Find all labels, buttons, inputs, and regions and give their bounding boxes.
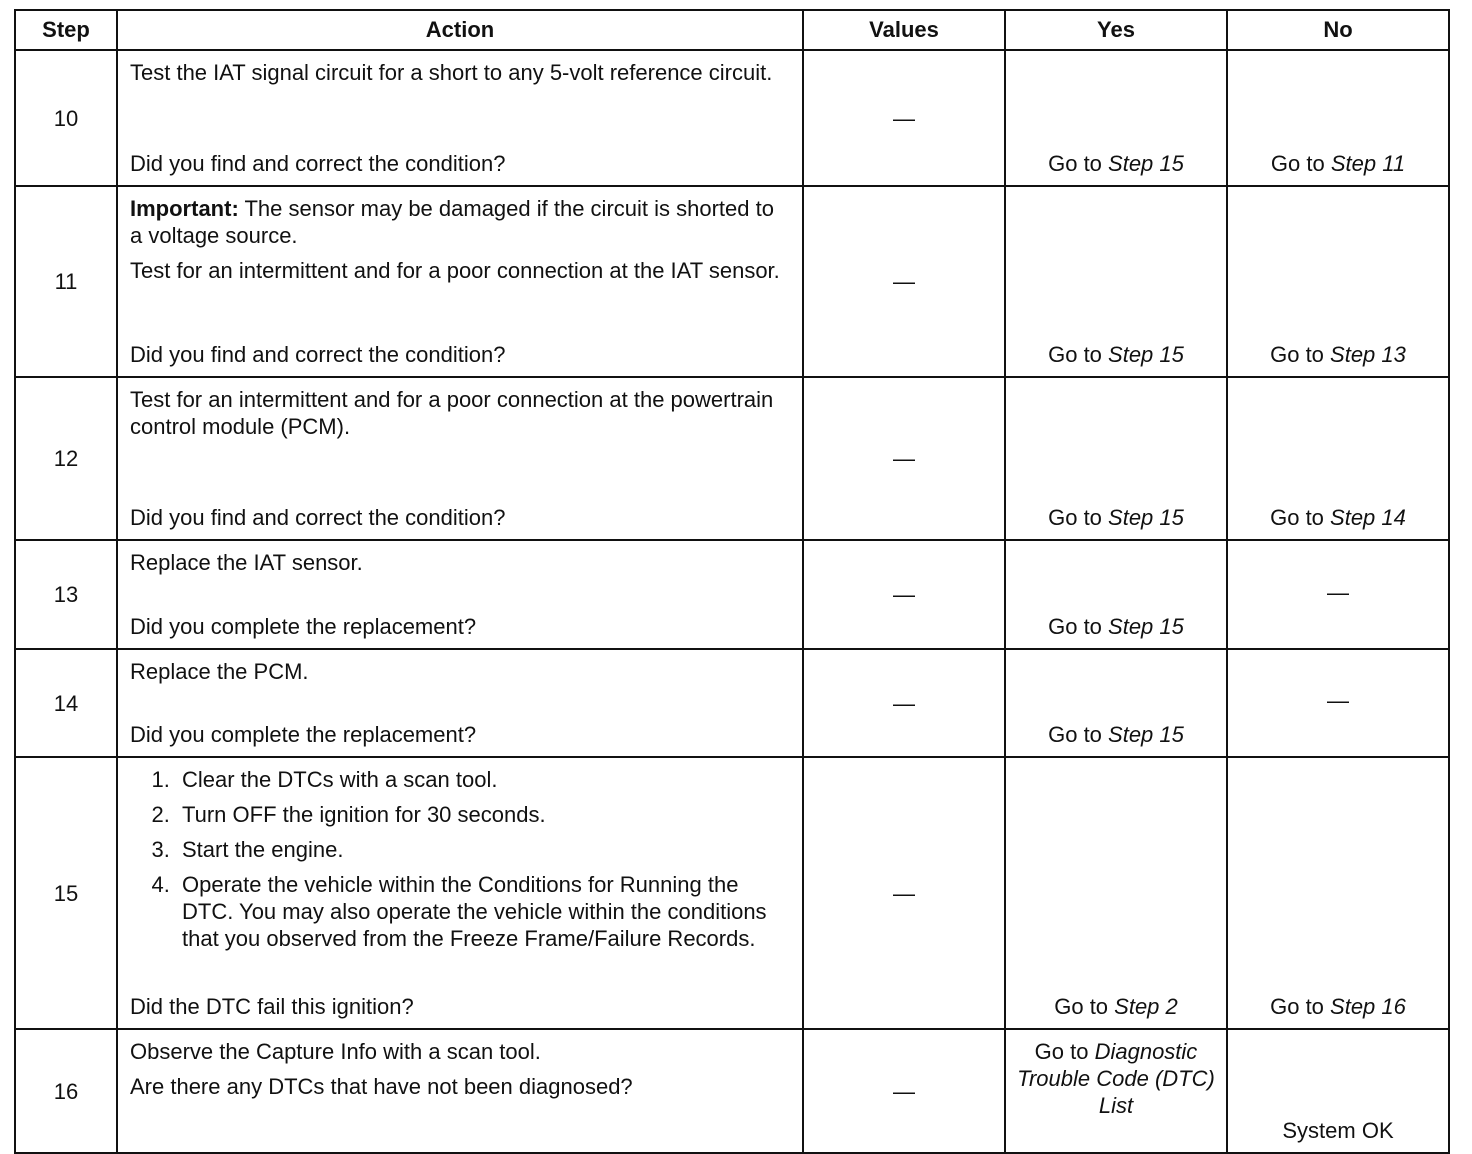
action-text: Test for an intermittent and for a poor connection at the IAT sensor. [130, 258, 780, 283]
yes-cell [1005, 757, 1227, 1029]
yes-goto[interactable]: Go to Step 15 [1048, 722, 1184, 747]
action-cell [117, 377, 803, 540]
values-cell: — [803, 377, 1005, 540]
yes-goto[interactable]: Go to Diagnostic Trouble Code (DTC) List [1017, 1039, 1215, 1118]
table-row [15, 1029, 1449, 1153]
yes-cell [1005, 540, 1227, 649]
list-item: 1. Clear the DTCs with a scan tool. [176, 766, 790, 793]
action-text: Replace the PCM. [130, 659, 309, 684]
action-question: Did you find and correct the condition? [130, 342, 506, 367]
action-question: Did the DTC fail this ignition? [130, 994, 414, 1019]
yes-goto[interactable]: Go to Step 2 [1054, 994, 1178, 1019]
step-number: 12 [15, 377, 117, 540]
table-row [15, 757, 1449, 1029]
values-cell: — [803, 50, 1005, 186]
header-step: Step [15, 10, 117, 50]
header-row [15, 10, 1449, 50]
no-cell [1227, 186, 1449, 377]
no-cell [1227, 540, 1449, 649]
action-cell [117, 186, 803, 377]
action-question: Did you complete the replacement? [130, 722, 477, 747]
values-cell: — [803, 1029, 1005, 1153]
header-yes: Yes [1005, 10, 1227, 50]
header-values: Values [803, 10, 1005, 50]
step-number: 16 [15, 1029, 117, 1153]
yes-goto[interactable]: Go to Step 15 [1048, 614, 1184, 639]
no-cell [1227, 649, 1449, 757]
table-row [15, 186, 1449, 377]
action-cell [117, 649, 803, 757]
diagnostic-table [14, 9, 1450, 1154]
no-dash: — [1327, 579, 1349, 605]
no-goto[interactable]: Go to Step 14 [1270, 505, 1406, 530]
yes-cell [1005, 1029, 1227, 1153]
no-goto[interactable]: Go to Step 11 [1270, 151, 1406, 176]
no-cell [1227, 377, 1449, 540]
yes-cell [1005, 186, 1227, 377]
action-cell [117, 757, 803, 1029]
action-text: Test for an intermittent and for a poor connection at the powertrain control module (PCM). [130, 387, 774, 439]
no-goto[interactable]: Go to Step 16 [1270, 994, 1406, 1019]
table-row [15, 50, 1449, 186]
no-cell [1227, 1029, 1449, 1153]
no-cell [1227, 757, 1449, 1029]
no-cell [1227, 50, 1449, 186]
values-cell: — [803, 186, 1005, 377]
header-no: No [1227, 10, 1449, 50]
action-text: Observe the Capture Info with a scan tool. [130, 1039, 541, 1064]
yes-cell [1005, 649, 1227, 757]
yes-cell [1005, 50, 1227, 186]
no-goto[interactable]: Go to Step 13 [1270, 342, 1406, 367]
table-row [15, 377, 1449, 540]
yes-goto[interactable]: Go to Step 15 [1048, 342, 1184, 367]
list-item: 3. Start the engine. [176, 836, 790, 863]
table-row [15, 649, 1449, 757]
procedure-list [118, 766, 790, 952]
step-number: 14 [15, 649, 117, 757]
action-cell [117, 50, 803, 186]
list-item: 4. Operate the vehicle within the Conditions for Running the DTC. You may also operate the vehicle within the conditions that you observed from the Freeze Frame/Failure Records. [176, 871, 790, 952]
yes-cell [1005, 377, 1227, 540]
action-cell [117, 540, 803, 649]
no-dash: — [1327, 687, 1349, 713]
values-cell: — [803, 649, 1005, 757]
action-question: Did you complete the replacement? [130, 614, 477, 639]
values-cell: — [803, 757, 1005, 1029]
header-action: Action [117, 10, 803, 50]
step-number: 13 [15, 540, 117, 649]
no-result: System OK [1282, 1118, 1394, 1143]
action-text: Test the IAT signal circuit for a short to any 5-volt reference circuit. [130, 60, 773, 85]
step-number: 10 [15, 50, 117, 186]
action-question: Did you find and correct the condition? [130, 151, 506, 176]
step-number: 11 [15, 186, 117, 377]
step-number: 15 [15, 757, 117, 1029]
yes-goto[interactable]: Go to Step 15 [1048, 505, 1184, 530]
values-cell: — [803, 540, 1005, 649]
list-item: 2. Turn OFF the ignition for 30 seconds. [176, 801, 790, 828]
yes-goto[interactable]: Go to Step 15 [1048, 151, 1184, 176]
important-note: Important: The sensor may be damaged if the circuit is shorted to a voltage source. [130, 196, 774, 248]
action-question: Did you find and correct the condition? [130, 505, 506, 530]
table-row [15, 540, 1449, 649]
action-question: Are there any DTCs that have not been diagnosed? [130, 1074, 633, 1099]
action-cell [117, 1029, 803, 1153]
action-text: Replace the IAT sensor. [130, 550, 363, 575]
